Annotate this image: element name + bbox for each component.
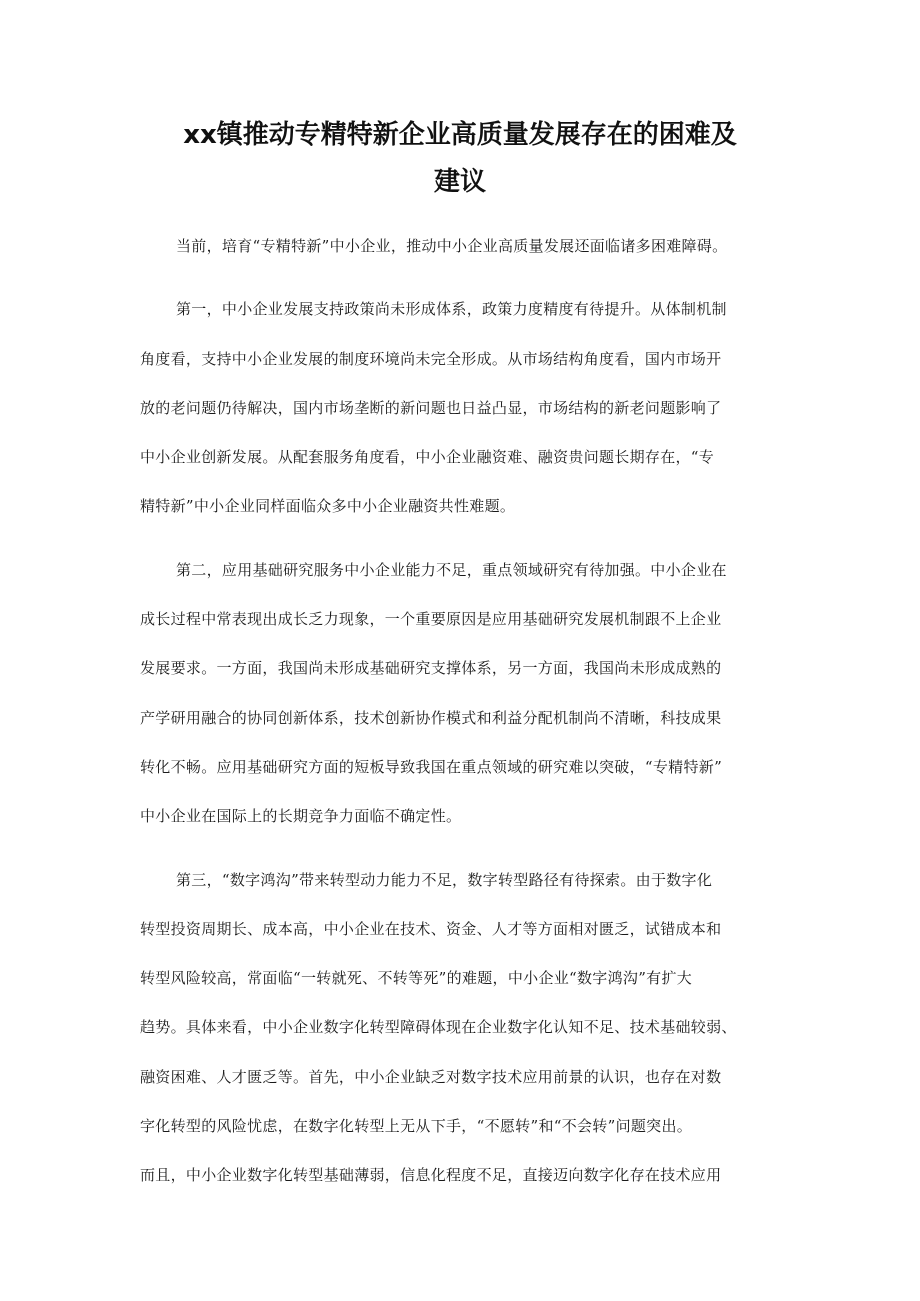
text-line: 中小企业在国际上的长期竞争力面临不确定性。	[140, 807, 462, 826]
text-line: 转型投资周期长、成本高，中小企业在技术、资金、人才等方面相对匮乏，试错成本和	[140, 919, 722, 938]
text-line: 趋势。具体来看，中小企业数字化转型障碍体现在企业数字化认知不足、技术基础较弱、	[140, 1018, 737, 1037]
text-line: 中小企业创新发展。从配套服务角度看，中小企业融资难、融资贵问题长期存在，“专	[140, 448, 715, 467]
paragraph-first-point	[140, 285, 790, 531]
text-line: 产学研用融合的协同创新体系，技术创新协作模式和利益分配机制尚不清晰，科技成果	[140, 708, 722, 727]
text-line: 转化不畅。应用基础研究方面的短板导致我国在重点领域的研究难以突破，“专精特新”	[140, 757, 723, 776]
text-line: 成长过程中常表现出成长乏力现象，一个重要原因是应用基础研究发展机制跟不上企业	[140, 610, 722, 629]
text-line: 而且，中小企业数字化转型基础薄弱，信息化程度不足，直接迈向数字化存在技术应用	[140, 1166, 722, 1185]
text-line: 精特新”中小企业同样面临众多中小企业融资共性难题。	[140, 497, 516, 516]
paragraph-third-point	[140, 856, 790, 1201]
text-line: 字化转型的风险忧虑，在数字化转型上无从下手，“不愿转”和“不会转”问题突出。	[140, 1117, 693, 1136]
paragraph-second-point	[140, 546, 790, 842]
title-line: 建议	[433, 167, 486, 197]
document-title	[140, 112, 780, 206]
text-line: 放的老问题仍待解决，国内市场垄断的新问题也日益凸显，市场结构的新老问题影响了	[140, 398, 722, 417]
text-line: 发展要求。一方面，我国尚未形成基础研究支撑体系，另一方面，我国尚未形成成熟的	[140, 659, 722, 678]
text-line: 转型风险较高，常面临“一转就死、不转等死”的难题，中小企业“数字鸿沟”有扩大	[140, 969, 693, 988]
text-line: 当前，培育“专精特新”中小企业，推动中小企业高质量发展还面临诸多困难障碍。	[176, 237, 728, 255]
document-body	[140, 222, 790, 1215]
text-line: 第三，“数字鸿沟”带来转型动力能力不足，数字转型路径有待探索。由于数字化	[176, 870, 713, 889]
text-line: 第一，中小企业发展支持政策尚未形成体系，政策力度精度有待提升。从体制机制	[176, 300, 727, 319]
paragraph-intro	[140, 222, 790, 271]
title-line: xx镇推动专精特新企业高质量发展存在的困难及	[183, 120, 737, 150]
text-line: 第二，应用基础研究服务中小企业能力不足，重点领域研究有待加强。中小企业在	[176, 560, 727, 579]
text-line: 角度看，支持中小企业发展的制度环境尚未完全形成。从市场结构角度看，国内市场开	[140, 349, 722, 368]
text-line: 融资困难、人才匮乏等。首先，中小企业缺乏对数字技术应用前景的认识，也存在对数	[140, 1067, 722, 1086]
